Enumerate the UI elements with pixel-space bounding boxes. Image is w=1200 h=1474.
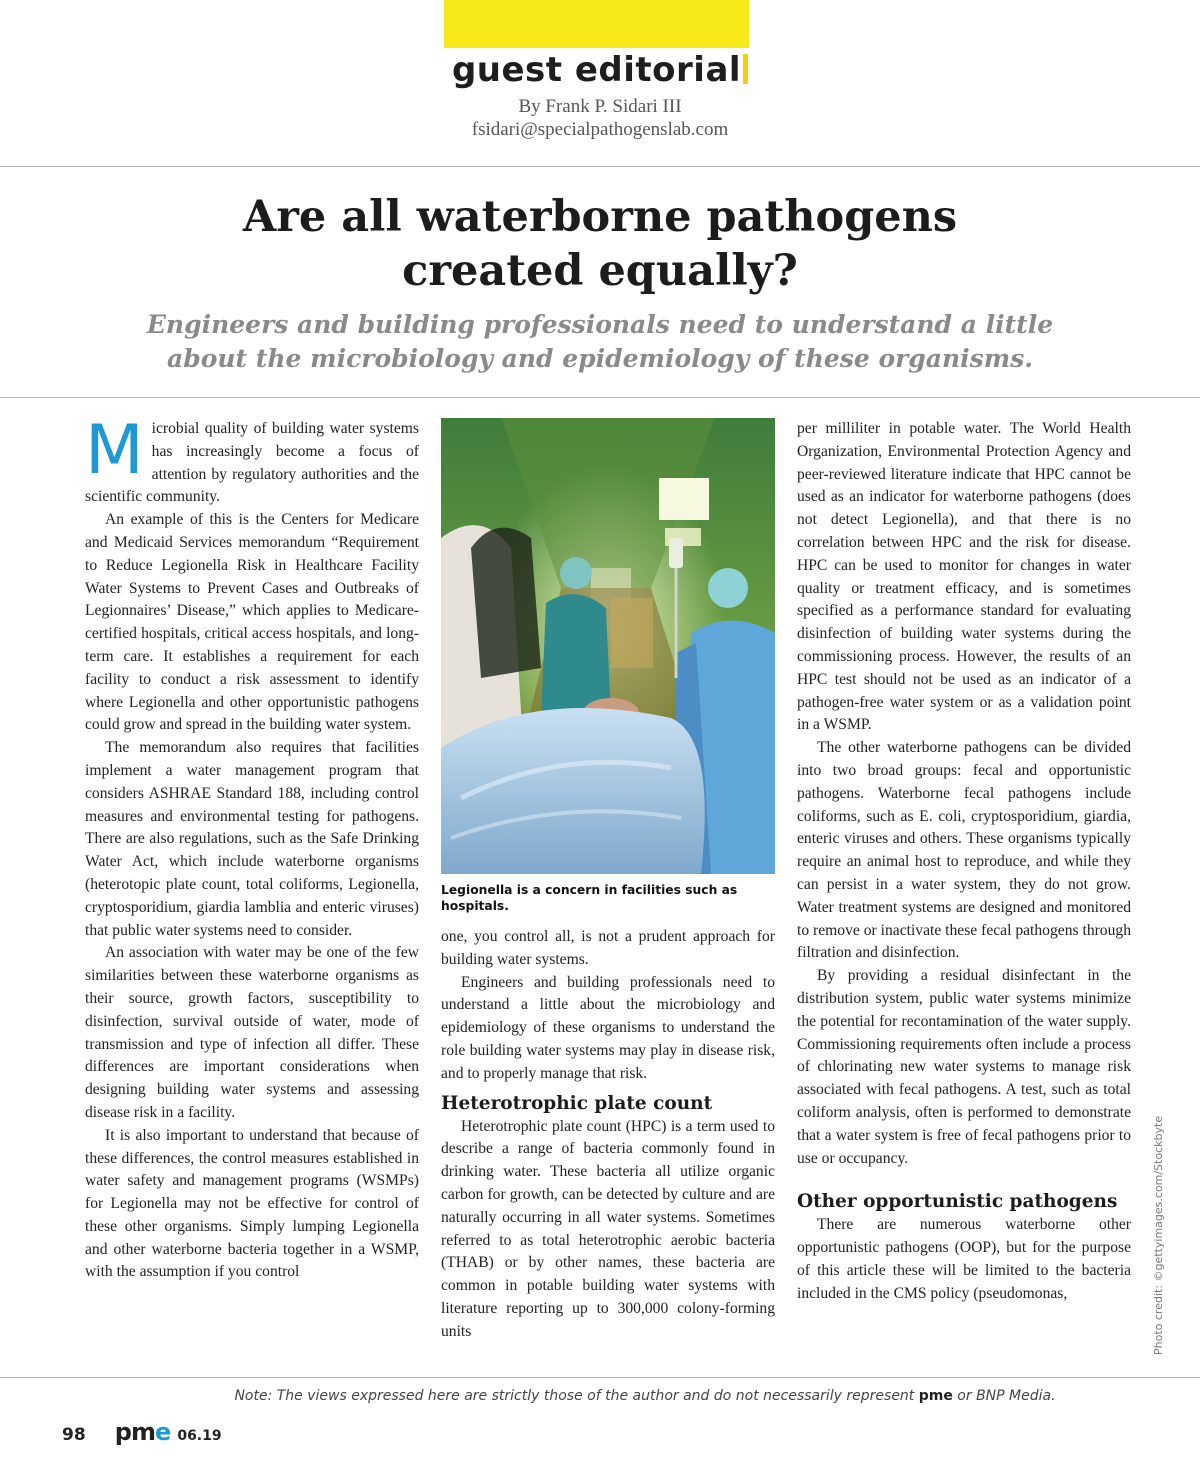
page-number: 98 [62, 1425, 86, 1445]
body-paragraph: Heterotrophic plate count (HPC) is a term used to describe a range of bacteria commonly found in drinking water. These bacteria all utilize organic carbon for growth, can be detected by culture and are naturally occurring in all water systems. Sometimes referred to as total heterotrophic aerobic bacteria (THAB) or by other names, these bacteria are common in potable building water systems with literature reporting up to 300,000 colony-forming units [441, 1117, 775, 1340]
magazine-logo: pme [114, 1418, 171, 1446]
subhead-other-opportunistic-pathogens: Other opportunistic pathogens [797, 1191, 1118, 1213]
photo-credit: Photo credit: ©gettyimages.com/Stockbyte [1152, 1115, 1165, 1355]
subhead-heterotrophic-plate-count: Heterotrophic plate count [441, 1092, 713, 1114]
body-paragraph: The other waterborne pathogens can be divided into two broad groups: fecal and opportunistic pathogens. Waterborne fecal pathogens include coliforms, such as E. coli, cryptosporidium, giardia, enteric viruses and others. These organisms typically require an animal host to reproduce, and while they can persist in a water system, they do not grow. Water treatment systems are designed and monitored to remove or inactivate these fecal pathogens through filtration and disinfection. [797, 739, 1131, 962]
issue-date: 06.19 [177, 1428, 222, 1444]
headline-line-1: Are all waterborne pathogens [242, 192, 958, 242]
note-brand: pme [918, 1388, 953, 1404]
body-paragraph: An example of this is the Centers for Medicare and Medicaid Services memorandum “Requirement to Reduce Legionella Risk in Healthcare Facility Water Systems to Prevent Cases and Outbreaks of Legionnaires’ Disease,” which applies to Medicare-certified hospitals, critical access hospitals, and long-term care. It establishes a requirement for each facility to conduct a risk assessment to identify where Legionella and other opportunistic pathogens could grow and spread in the building water system. [85, 511, 419, 734]
headline-line-2: created equally? [402, 246, 798, 296]
byline: By Frank P. Sidari III [518, 96, 682, 117]
body-paragraph: per milliliter in potable water. The World Health Organization, Environmental Protection Agency and peer-reviewed literature indicate that HPC cannot be used as an indicator for waterborne pathogens (does not detect Legionella), and that there is no correlation between HPC and the risk for disease. HPC can be used to monitor for changes in water quality or treatment efficacy, and is sometimes specified as a performance standard for evaluating disinfection of building water systems during the commissioning process. However, the results of an HPC test should not be used as an indicator of a pathogen-free water system or as a validation point in a WSMP. [797, 420, 1131, 734]
section-label-accent [743, 54, 748, 84]
headline [0, 190, 1200, 298]
hospital-photo [441, 418, 775, 874]
deck [0, 308, 1200, 376]
page-footer [62, 1418, 222, 1446]
header-color-bar [444, 0, 749, 48]
deck-line-1: Engineers and building professionals need to understand a little [146, 310, 1054, 339]
deck-divider [0, 397, 1200, 398]
article-column-1 [85, 418, 419, 1358]
body-paragraph: An association with water may be one of the few similarities between these waterborne organisms as their source, growth factors, susceptibility to disinfection, survival outside of water, mode of transmission and type of infection all differ. These differences are important considerations when designing building water systems and assessing disease risk in a facility. [85, 944, 419, 1121]
body-paragraph: one, you control all, is not a prudent approach for building water systems. [441, 928, 775, 968]
author-email: fsidari@specialpathogenslab.com [471, 119, 729, 140]
body-paragraph: There are numerous waterborne other opportunistic pathogens (OOP), but for the purpose of this article these will be limited to the bacteria included in the CMS policy (pseudomonas, [797, 1216, 1131, 1302]
disclaimer-note: Note: The views expressed here are strictly those of the author and do not necessarily represent pme or BNP Media. [234, 1388, 1056, 1404]
article-column-2 [441, 418, 775, 1358]
drop-cap: M [85, 418, 144, 490]
hospital-corridor-illustration [441, 418, 775, 874]
article-column-3 [797, 418, 1131, 1358]
body-paragraph: By providing a residual disinfectant in the distribution system, public water systems minimize the potential for recontamination of the water supply. Commissioning requirements often include a process of chlorinating new water systems to manage risk associated with fecal pathogens. A test, such as total coliform analysis, often is performed to demonstrate that a water system is free of fecal pathogens prior to use or occupancy. [797, 967, 1131, 1167]
body-paragraph: Engineers and building professionals need to understand a little about the microbiology and epidemiology of these organisms to understand the role building water systems may play in disease risk, and to properly manage that risk. [441, 973, 775, 1082]
photo-caption: Legionella is a concern in facilities such as hospitals. [441, 883, 738, 913]
body-paragraph: It is also important to understand that because of these differences, the control measures established in water safety and management programs (WSMPs) for Legionella may not be effective for control of these other organisms. Simply lumping Legionella and other waterborne bacteria together in a WSMP, with the assumption if you control [85, 1126, 419, 1281]
footer-divider [0, 1377, 1200, 1378]
deck-line-2: about the microbiology and epidemiology of these organisms. [167, 344, 1033, 373]
top-divider [0, 166, 1200, 167]
section-label: guest editorial [0, 50, 1200, 90]
body-paragraph: The memorandum also requires that facilities implement a water management program that considers ASHRAE Standard 188, including control measures and environmental testing for pathogens. There are also regulations, such as the Safe Drinking Water Act, which include waterborne organisms (heterotopic plate count, total coliforms, Legionella, cryptosporidium, giardia lamblia and enteric viruses) that public water systems need to consider. [85, 739, 419, 939]
intro-paragraph: Microbial quality of building water systems has increasingly become a focus of attention by regulatory authorities and the scientific community. [85, 418, 419, 506]
